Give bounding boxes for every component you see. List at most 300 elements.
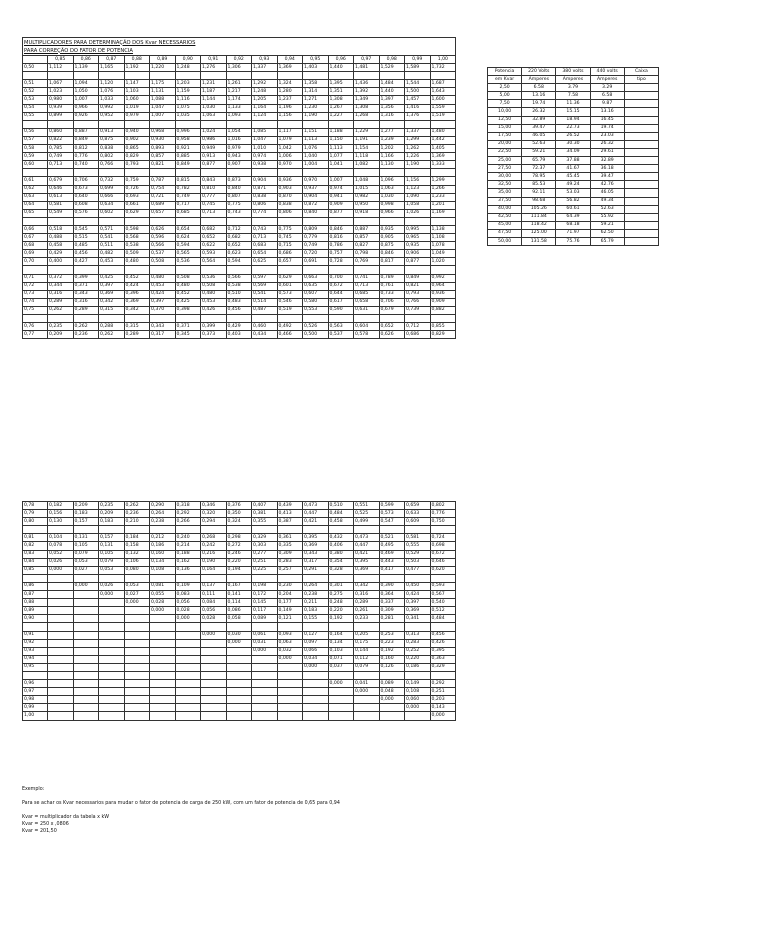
table-cell: 1,123: [405, 185, 431, 193]
table-cell: [405, 574, 431, 582]
table-cell: 0,682: [226, 234, 252, 242]
table-row: [23, 615, 456, 623]
table-cell: [226, 72, 252, 80]
table-cell: 0,434: [252, 331, 278, 339]
table-row: [23, 96, 456, 104]
side-table-cell: 30,00: [488, 173, 522, 181]
table-cell: 0,084: [201, 599, 227, 607]
table-cell: 0,066: [303, 647, 329, 655]
table-cell: 0,685: [175, 209, 201, 217]
table-cell: 0,966: [379, 209, 405, 217]
table-cell: 0,443: [379, 558, 405, 566]
table-cell: [379, 623, 405, 631]
table-cell: 0,363: [430, 655, 456, 663]
table-cell: 0,849: [73, 136, 99, 144]
table-cell: 1,500: [405, 88, 431, 96]
table-cell: 0,027: [73, 566, 99, 574]
table-cell: 1,643: [430, 88, 456, 96]
table-cell: 0,904: [303, 193, 329, 201]
table-row: [23, 185, 456, 193]
table-cell: 1,019: [124, 104, 150, 112]
table-cell: [252, 574, 278, 582]
table-cell: [150, 120, 176, 128]
table-cell: [99, 607, 125, 615]
table-cell: 0,706: [73, 177, 99, 185]
table-cell: 0,537: [328, 331, 354, 339]
table-cell: 1,261: [226, 80, 252, 88]
table-cell: 0,316: [354, 591, 380, 599]
row-label: 0,93: [23, 647, 48, 655]
column-header: 0,88: [124, 56, 150, 64]
table-cell: 1,308: [328, 96, 354, 104]
table-cell: 0,745: [201, 201, 227, 209]
column-header: 0,94: [277, 56, 303, 64]
row-label: 0,68: [23, 242, 48, 250]
table-cell: 0,157: [99, 534, 125, 542]
table-cell: 0,996: [175, 128, 201, 136]
table-cell: 1,187: [201, 88, 227, 96]
table-cell: 0,712: [405, 323, 431, 331]
table-cell: [303, 266, 329, 274]
table-cell: [48, 120, 74, 128]
table-cell: 0,328: [328, 566, 354, 574]
table-cell: 0,000: [124, 599, 150, 607]
table-cell: 0,162: [175, 558, 201, 566]
table-cell: [379, 72, 405, 80]
table-cell: [328, 315, 354, 323]
table-cell: 0,576: [73, 209, 99, 217]
table-cell: 0,689: [150, 201, 176, 209]
table-cell: 0,313: [405, 631, 431, 639]
side-table-row: [488, 140, 659, 148]
table-cell: [430, 623, 456, 631]
table-cell: 0,079: [354, 663, 380, 671]
table-cell: 0,186: [150, 542, 176, 550]
side-header-cell: Caixa: [624, 68, 658, 76]
table-cell: 0,569: [252, 282, 278, 290]
table-cell: 0,936: [277, 177, 303, 185]
table-cell: 0,907: [226, 161, 252, 169]
row-label: 0,83: [23, 550, 48, 558]
table-cell: [328, 120, 354, 128]
table-cell: [124, 680, 150, 688]
table-cell: 0,210: [124, 518, 150, 526]
table-cell: 0,733: [379, 290, 405, 298]
table-row: [23, 145, 456, 153]
side-header-cell: 440 volts: [590, 68, 624, 76]
table-cell: [303, 120, 329, 128]
table-cell: 0,204: [277, 591, 303, 599]
table-cell: 0,872: [303, 201, 329, 209]
side-table-row: [488, 116, 659, 124]
table-cell: 0,571: [99, 225, 125, 233]
side-table-cell: 64.39: [556, 213, 590, 221]
table-cell: 0,921: [175, 145, 201, 153]
table-cell: 0,849: [175, 161, 201, 169]
side-table-cell: 27,50: [488, 165, 522, 173]
table-cell: [303, 623, 329, 631]
table-cell: 0,223: [379, 639, 405, 647]
table-cell: [252, 663, 278, 671]
table-cell: 0,220: [405, 655, 431, 663]
table-cell: 0,144: [354, 647, 380, 655]
table-cell: 0,233: [354, 615, 380, 623]
table-cell: 0,371: [73, 282, 99, 290]
table-row: [23, 655, 456, 663]
table-cell: 0,053: [124, 582, 150, 590]
row-label: 0,60: [23, 161, 48, 169]
side-table-cell: 56.82: [556, 197, 590, 205]
table-cell: [354, 120, 380, 128]
side-table-cell: 41.67: [556, 165, 590, 173]
table-cell: [328, 704, 354, 712]
table-cell: 0,240: [175, 534, 201, 542]
table-cell: [99, 688, 125, 696]
table-cell: 0,298: [226, 534, 252, 542]
table-cell: 0,992: [99, 104, 125, 112]
table-cell: [48, 599, 74, 607]
table-cell: [73, 671, 99, 679]
table-cell: 0,518: [48, 225, 74, 233]
side-table-row: [488, 100, 659, 108]
table-cell: 0,757: [328, 250, 354, 258]
table-cell: 0,749: [175, 193, 201, 201]
table-cell: 0,134: [150, 558, 176, 566]
table-cell: [430, 671, 456, 679]
side-table-cell: 15,00: [488, 124, 522, 132]
table-cell: 0,192: [379, 647, 405, 655]
table-cell: 1,239: [379, 136, 405, 144]
table-cell: 0,860: [48, 128, 74, 136]
table-cell: 0,682: [201, 225, 227, 233]
table-cell: 0,686: [405, 331, 431, 339]
table-cell: 1,237: [277, 96, 303, 104]
table-cell: 0,827: [354, 242, 380, 250]
table-cell: 0,887: [73, 128, 99, 136]
table-cell: [405, 315, 431, 323]
table-row: [23, 550, 456, 558]
table-cell: 1,090: [405, 193, 431, 201]
table-cell: 0,754: [150, 185, 176, 193]
table-cell: 0,439: [277, 502, 303, 510]
table-row: [23, 607, 456, 615]
table-cell: 0,292: [430, 680, 456, 688]
side-table-cell: 118.42: [522, 221, 556, 229]
table-cell: 0,257: [277, 566, 303, 574]
table-cell: [201, 712, 227, 720]
side-table-cell: [624, 221, 658, 229]
table-cell: 1,732: [430, 64, 456, 72]
table-cell: 0,027: [124, 591, 150, 599]
table-cell: [99, 704, 125, 712]
table-cell: [73, 315, 99, 323]
table-cell: 0,685: [354, 290, 380, 298]
column-header: 0,87: [99, 56, 125, 64]
table-cell: 0,659: [405, 502, 431, 510]
table-cell: 1,440: [328, 64, 354, 72]
table-cell: [354, 574, 380, 582]
table-cell: 0,536: [175, 258, 201, 266]
table-cell: 0,590: [328, 306, 354, 314]
table-cell: 0,283: [277, 558, 303, 566]
table-cell: [48, 712, 74, 720]
table-row: [23, 663, 456, 671]
table-cell: 1,063: [201, 112, 227, 120]
table-row: [23, 64, 456, 72]
table-cell: 0,943: [226, 153, 252, 161]
table-cell: 1,174: [226, 96, 252, 104]
table-cell: 0,893: [150, 145, 176, 153]
table-cell: 1,103: [124, 88, 150, 96]
table-cell: 0,573: [379, 510, 405, 518]
side-table-cell: 26.32: [522, 108, 556, 116]
table-cell: 0,992: [430, 274, 456, 282]
table-cell: 0,030: [226, 631, 252, 639]
table-cell: 0,055: [150, 591, 176, 599]
table-cell: [201, 72, 227, 80]
table-cell: 0,749: [48, 153, 74, 161]
table-cell: 0,103: [328, 647, 354, 655]
table-cell: [354, 266, 380, 274]
row-label: 0,88: [23, 599, 48, 607]
table-cell: 0,000: [201, 631, 227, 639]
table-cell: 0,407: [252, 502, 278, 510]
table-cell: 0,453: [201, 298, 227, 306]
table-cell: [201, 574, 227, 582]
table-cell: 1,010: [252, 145, 278, 153]
table-cell: 1,020: [430, 258, 456, 266]
table-cell: 0,251: [252, 558, 278, 566]
side-table-cell: [624, 108, 658, 116]
table-cell: 0,759: [124, 177, 150, 185]
table-cell: 0,000: [73, 582, 99, 590]
table-cell: 0,315: [99, 306, 125, 314]
table-row: [23, 201, 456, 209]
table-cell: 0,782: [175, 185, 201, 193]
table-cell: [150, 680, 176, 688]
table-cell: [226, 712, 252, 720]
table-cell: 0,000: [48, 566, 74, 574]
row-label: [23, 120, 48, 128]
table-cell: 0,048: [379, 688, 405, 696]
table-cell: 0,761: [379, 282, 405, 290]
table-cell: 0,657: [150, 209, 176, 217]
row-label: 0,51: [23, 80, 48, 88]
table-cell: [226, 169, 252, 177]
side-header-cell: 220 Volts: [522, 68, 556, 76]
table-cell: 0,183: [303, 607, 329, 615]
table-cell: [175, 266, 201, 274]
table-cell: 0,654: [252, 250, 278, 258]
table-cell: 0,483: [226, 298, 252, 306]
side-table-cell: 37.88: [556, 157, 590, 165]
table-cell: [175, 526, 201, 534]
table-cell: 0,721: [150, 193, 176, 201]
table-cell: [175, 680, 201, 688]
table-cell: 0,089: [252, 615, 278, 623]
table-cell: 0,487: [252, 306, 278, 314]
table-cell: 0,652: [379, 323, 405, 331]
table-cell: 1,231: [201, 80, 227, 88]
table-cell: 0,028: [201, 615, 227, 623]
table-cell: [124, 663, 150, 671]
table-cell: 0,289: [354, 599, 380, 607]
table-cell: 0,488: [48, 234, 74, 242]
side-table-cell: 20,00: [488, 140, 522, 148]
table-cell: 0,252: [405, 647, 431, 655]
table-cell: [328, 671, 354, 679]
table-cell: [328, 526, 354, 534]
table-cell: 0,877: [328, 209, 354, 217]
table-cell: 1,007: [73, 96, 99, 104]
side-table-row: [488, 229, 659, 237]
table-cell: 1,040: [303, 153, 329, 161]
side-table-cell: 62.50: [590, 229, 624, 237]
table-cell: 1,124: [252, 112, 278, 120]
table-cell: 1,133: [226, 104, 252, 112]
table-row: [23, 688, 456, 696]
table-cell: 0,132: [124, 550, 150, 558]
table-cell: 0,395: [354, 558, 380, 566]
table-cell: 1,116: [175, 96, 201, 104]
table-row: [23, 193, 456, 201]
side-table-cell: [624, 132, 658, 140]
table-cell: 0,105: [73, 542, 99, 550]
table-cell: [175, 671, 201, 679]
table-cell: 0,160: [379, 655, 405, 663]
table-cell: [124, 169, 150, 177]
side-table-cell: 72.37: [522, 165, 556, 173]
table-cell: 0,246: [226, 550, 252, 558]
table-cell: 0,000: [430, 712, 456, 720]
side-table-cell: 36.18: [590, 165, 624, 173]
table-cell: 1,082: [354, 161, 380, 169]
table-cell: [354, 169, 380, 177]
side-table-row: [488, 84, 659, 92]
table-cell: 1,324: [277, 80, 303, 88]
spacer-row: [23, 217, 456, 225]
table-cell: 1,559: [430, 104, 456, 112]
table-cell: 0,079: [99, 558, 125, 566]
table-cell: 0,624: [175, 234, 201, 242]
table-cell: [124, 526, 150, 534]
table-cell: [99, 631, 125, 639]
side-table-cell: 40,00: [488, 205, 522, 213]
table-cell: 0,822: [48, 136, 74, 144]
table-cell: [430, 315, 456, 323]
side-table-cell: 6.58: [590, 92, 624, 100]
table-cell: [99, 217, 125, 225]
table-cell: 0,566: [226, 274, 252, 282]
table-cell: 0,625: [252, 258, 278, 266]
side-table-cell: 29.61: [590, 148, 624, 156]
row-label: 0,50: [23, 64, 48, 72]
table-cell: 0,262: [48, 306, 74, 314]
table-cell: 1,131: [150, 88, 176, 96]
table-cell: [99, 647, 125, 655]
table-cell: [73, 688, 99, 696]
table-cell: 0,421: [303, 518, 329, 526]
table-cell: [354, 315, 380, 323]
table-cell: 0,137: [201, 582, 227, 590]
table-cell: 0,324: [226, 518, 252, 526]
table-cell: 0,698: [430, 542, 456, 550]
row-label: 0,96: [23, 680, 48, 688]
table-cell: 0,134: [328, 639, 354, 647]
note-line: Kvar = 250 x ,0806: [22, 822, 69, 827]
table-cell: [226, 623, 252, 631]
table-cell: 1,035: [175, 112, 201, 120]
table-cell: 0,596: [150, 234, 176, 242]
table-cell: 0,541: [99, 234, 125, 242]
table-cell: 0,508: [201, 282, 227, 290]
side-table-cell: [624, 100, 658, 108]
table-cell: 0,594: [175, 242, 201, 250]
table-cell: 0,838: [277, 201, 303, 209]
table-cell: [99, 574, 125, 582]
table-cell: 0,776: [73, 153, 99, 161]
side-table-cell: 16.45: [590, 116, 624, 124]
table-cell: [99, 712, 125, 720]
table-cell: [124, 574, 150, 582]
table-cell: [277, 266, 303, 274]
table-row: [23, 258, 456, 266]
table-cell: 0,225: [252, 566, 278, 574]
table-cell: 0,970: [303, 177, 329, 185]
table-cell: 0,242: [201, 542, 227, 550]
row-label: 0,73: [23, 290, 48, 298]
table-row: [23, 112, 456, 120]
spacer-row: [23, 671, 456, 679]
table-cell: 0,635: [303, 282, 329, 290]
table-cell: 1,202: [379, 145, 405, 153]
table-cell: 0,484: [328, 510, 354, 518]
table-cell: 1,076: [99, 88, 125, 96]
table-cell: [150, 217, 176, 225]
table-cell: [99, 72, 125, 80]
table-cell: 0,840: [226, 185, 252, 193]
table-cell: 0,167: [226, 582, 252, 590]
table-cell: 0,264: [303, 582, 329, 590]
table-cell: [48, 639, 74, 647]
table-cell: 0,000: [303, 663, 329, 671]
table-cell: 0,372: [48, 274, 74, 282]
table-cell: 1,519: [430, 112, 456, 120]
table-cell: 0,663: [303, 274, 329, 282]
side-table-cell: [624, 237, 658, 245]
side-table-cell: 47,50: [488, 229, 522, 237]
table-cell: [252, 688, 278, 696]
table-cell: [73, 663, 99, 671]
table-cell: [303, 688, 329, 696]
table-cell: 0,613: [48, 193, 74, 201]
table-cell: 0,164: [328, 631, 354, 639]
table-row: [23, 518, 456, 526]
table-cell: 0,473: [354, 534, 380, 542]
table-cell: 0,601: [277, 282, 303, 290]
side-table-cell: 68.18: [556, 221, 590, 229]
table-cell: 0,289: [73, 306, 99, 314]
table-cell: 0,838: [99, 145, 125, 153]
table-cell: 0,712: [226, 225, 252, 233]
row-label: 0,91: [23, 631, 48, 639]
row-label: 0,79: [23, 510, 48, 518]
table-cell: 0,337: [379, 599, 405, 607]
table-cell: 0,315: [124, 323, 150, 331]
table-cell: [252, 266, 278, 274]
table-cell: [73, 615, 99, 623]
table-row: [23, 250, 456, 258]
